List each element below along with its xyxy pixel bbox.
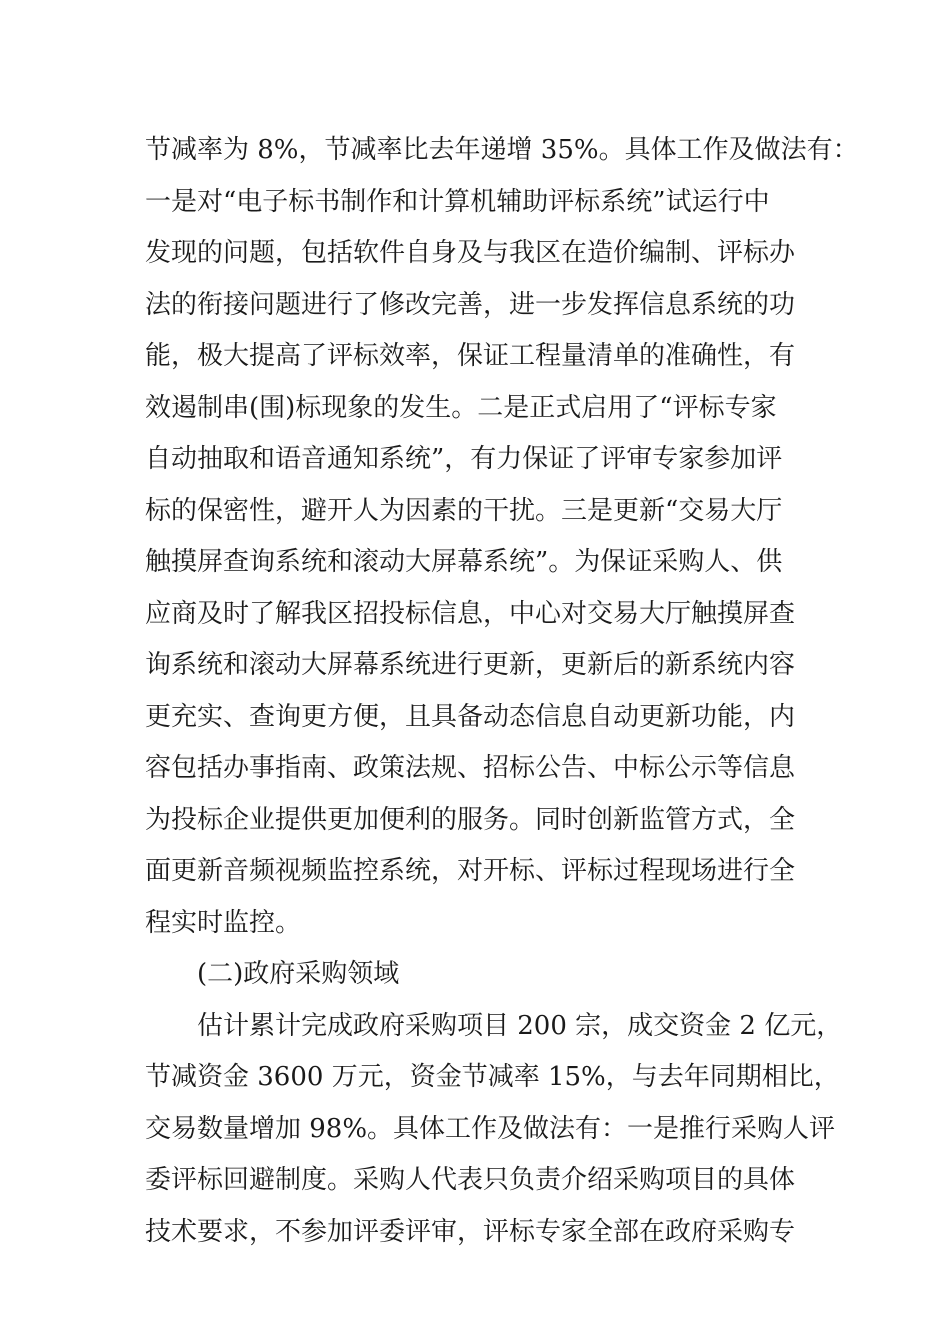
text-line: 容包括办事指南、政策法规、招标公告、中标公示等信息 (145, 753, 796, 783)
text-line: 程实时监控。 (145, 907, 302, 938)
text-line: 节减率为 8%，节减率比去年递增 35%。具体工作及做法有： (145, 135, 859, 165)
section-heading: (二)政府采购领域 (197, 959, 400, 989)
document-body (145, 125, 859, 1258)
text-line: 交易数量增加 98%。具体工作及做法有：一是推行采购人评 (145, 1113, 836, 1144)
text-line: 委评标回避制度。采购人代表只负责介绍采购项目的具体 (145, 1165, 796, 1195)
text-line: 触摸屏查询系统和滚动大屏幕系统”。为保证采购人、供 (145, 547, 783, 577)
text-line: 标的保密性，避开人为因素的干扰。三是更新“交易大厅 (145, 495, 783, 526)
text-line: 一是对“电子标书制作和计算机辅助评标系统”试运行中 (145, 186, 770, 217)
text-line: 效遏制串(围)标现象的发生。二是正式启用了“评标专家 (145, 392, 777, 423)
text-line: 法的衔接问题进行了修改完善，进一步发挥信息系统的功 (145, 289, 796, 320)
text-line: 发现的问题，包括软件自身及与我区在造价编制、评标办 (145, 238, 796, 268)
text-line: 技术要求，不参加评委评审，评标专家全部在政府采购专 (145, 1216, 796, 1247)
text-line: 面更新音频视频监控系统，对开标、评标过程现场进行全 (145, 856, 796, 886)
text-line: 节减资金 3600 万元，资金节减率 15%，与去年同期相比， (145, 1062, 840, 1092)
text-line: 询系统和滚动大屏幕系统进行更新，更新后的新系统内容 (145, 650, 796, 680)
text-line: 为投标企业提供更加便利的服务。同时创新监管方式，全 (145, 804, 796, 835)
text-line: 估计累计完成政府采购项目 200 宗，成交资金 2 亿元， (197, 1010, 843, 1041)
text-line: 应商及时了解我区招投标信息，中心对交易大厅触摸屏查 (145, 598, 796, 629)
text-line: 自动抽取和语音通知系统”，有力保证了评审专家参加评 (145, 444, 783, 474)
text-line: 能，极大提高了评标效率，保证工程量清单的准确性，有 (145, 341, 796, 371)
text-line: 更充实、查询更方便，且具备动态信息自动更新功能，内 (145, 701, 796, 732)
